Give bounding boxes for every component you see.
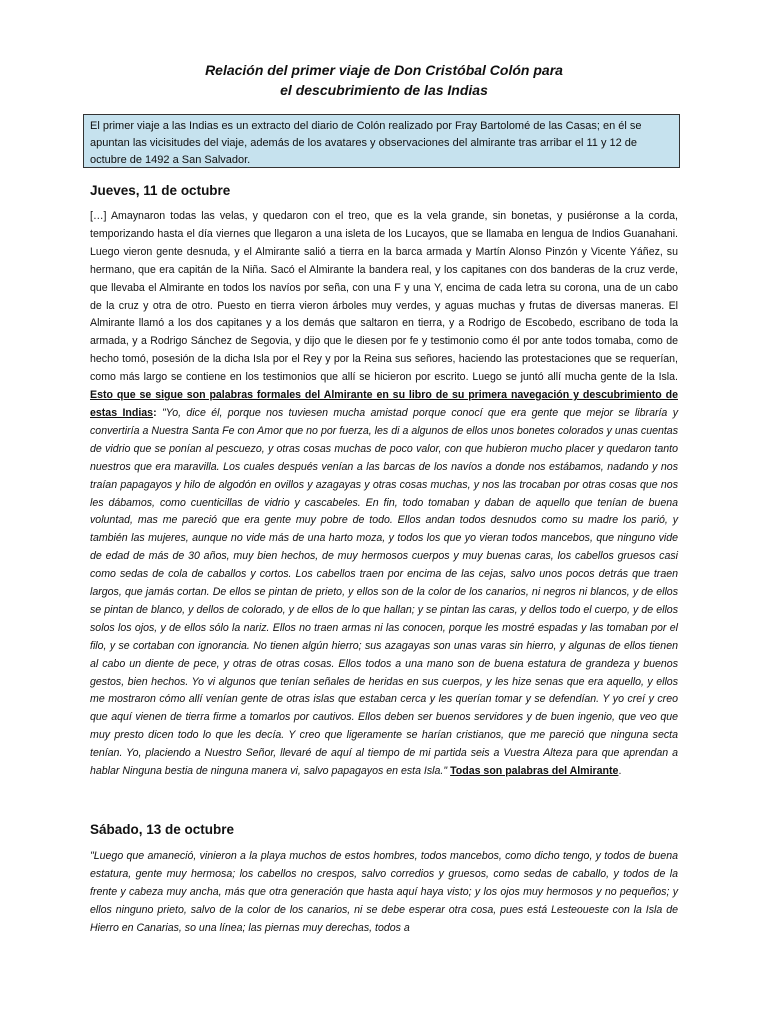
quote-text: porque nos tuviesen mucha amistad porque conocí que era gente que mejor se libraría y convertiría a Nuestra Santa Fe con Amor que no por fuerza, les di a algunos de ellos unos bonetes colorados y unas cuentas de vidrio que se ponían al pescuezo, y otras cosas muchas de poco valor, con que hubieron mucho placer y quedaron tanto nuestros que era maravilla. Los cuales después venían a las barcas de los navíos a donde nos estábamos, nadando y nos traían papagayos y hilo de algodón en ovillos y azagayas y otras cosas muchas, y nos las trocaban por otras cosas que nos les dábamos, como cuenticillas de vidrio y cascabeles. En fin, todo tomaban y daban de aquello que tenían de buena voluntad, mas me pareció que era gente muy pobre de todo. Ellos andan todos desnudos como su madre los parió, y también las mujeres, aunque no vide más de una harto moza, y todos los que yo vieran todos mancebos, que ninguno vide de edad de más de 30 años, muy bien hechos, de muy hermosos cuerpos y muy buenas caras, los cabellos gruesos casi como sedas de cola de caballos y cortos. Los cabellos traen por encima de las cejas, salvo unos pocos detrás que traen largos, que jamás cortan. De ellos se pintan de prieto, y ellos son de la color de los canarios, ni negros ni blancos, y de ellos se pintan de blanco, y dellos de colorado, y de ellos de lo que hallan; y se pintan las caras, y dellos todo el cuerpo, y de ellos solos los ojos, y de ellos sólo la nariz. Ellos no traen armas ni las conocen, porque les mostré espadas y las tomaban por el filo, y se cortaban con ignorancia. No tienen algún hierro; sus azagayas son unas varas sin hierro, y algunas de ellos tienen al cabo un diente de pece, y otras de otras cosas. Ellos todos a una mano son de buena estatura de grandeza y buenos gestos, bien hechos. Yo vi algunos que tenían señales de heridas en sus cuerpos, y les hize senas que era aquello, y ellos me mostraron cómo allí venían gente de otras islas que estaban cerca y les querían tomar y se defendían. Y yo creí y creo que aquí vienen de tierra firme a tomarlos por cautivos. Ellos deben ser buenos servidores y de buen ingenio, que veo que muy presto dicen todo lo que les decía. Y creo que ligeramente se harían cristianos, que me pareció que ninguna secta tenían. Yo, placiendo a Nuestro Señor, llevaré de aquí al tiempo de mi partida seis a Vuestra Alteza para que aprendan a hablar Ninguna bestia de ninguna manera vi, salvo papagayos en esta Isla." (90, 406, 678, 778)
quote-opening: "Yo, dice él, (161, 406, 228, 419)
title-line-2: el descubrimiento de las Indias (280, 82, 488, 98)
quote-text-2: "Luego que amaneció, vinieron a la playa muchos de estos hombres, todos mancebos, como dicho tengo, y todos de buena estatura, gente muy hermosa; los cabellos no crespos, salvo corredios y gruesos, como sedas de caballo, y todos de la frente y cabeza muy ancha, más que otra generación que hasta aquí haya visto; y los ojos muy hermosos y no pequeños; y ellos ninguno prieto, salvo de la color de los canarios, ni se debe esperar otra cosa, pues está Lesteoueste con la Isla de Hierro en Canarias, so una línea; las piernas muy derechas, todos a (90, 850, 678, 934)
closing-note: Todas son palabras del Almirante (450, 765, 619, 778)
section-heading-1: Jueves, 11 de octubre (90, 183, 231, 198)
underlined-note: Esto que se sigue son palabras formales del Almirante en su libro de su primera navegación y descubrimiento de estas Indias (90, 389, 678, 419)
section-1-paragraph (90, 208, 678, 781)
section-heading-2: Sábado, 13 de octubre (90, 822, 235, 837)
colon: : (153, 406, 162, 419)
closing-period: . (618, 765, 622, 778)
paragraph-text: […] Amaynaron todas las velas, y quedaron con el treo, que es la vela grande, sin bonetas, y pusiéronse a la corda, temporizando hasta el día viernes que llegaron a una isleta de los Lucayos, que se llamaba en lengua de Indios Guanahani. Luego vieron gente desnuda, y el Almirante salió a tierra en la barca armada y Martín Alonso Pinzón y Vicente Yáñez, su hermano, que era capitán de la Niña. Sacó el Almirante la bandera real, y los capitanes con dos banderas de la cruz verde, que llevaba el Almirante en todos los navíos por seña, con una F y una Y, encima de cada letra su corona, una de un cabo de la cruz y otra de otro. Puesto en tierra vieron árboles muy verdes, y aguas muchas y frutas de diversas maneras. El Almirante llamó a los dos capitanes y a los demás que saltaron en tierra, y a Rodrigo de Escobedo, escribano de toda la armada, y a Rodrigo Sánchez de Segovia, y dijo que le diesen por fe y testimonio como él por ante todos tomaba, como de hecho tomó, posesión de la dicha Isla por el Rey y por la Reina sus señores, haciendo las protestaciones que se requerían, como más largo se contiene en los testimonios que allí se hicieron por escrito. Luego se juntó allí mucha gente de la Isla. (90, 210, 678, 384)
document-title (0, 60, 768, 100)
section-2-paragraph (90, 848, 678, 938)
title-line-1: Relación del primer viaje de Don Cristóbal Colón para (205, 62, 563, 78)
abstract-box: El primer viaje a las Indias es un extracto del diario de Colón realizado por Fray Bartolomé de las Casas; en él se apuntan las vicisitudes del viaje, además de los avatares y observaciones del almirante tras arribar el 11 y 12 de octubre de 1492 a San Salvador. (83, 114, 680, 168)
